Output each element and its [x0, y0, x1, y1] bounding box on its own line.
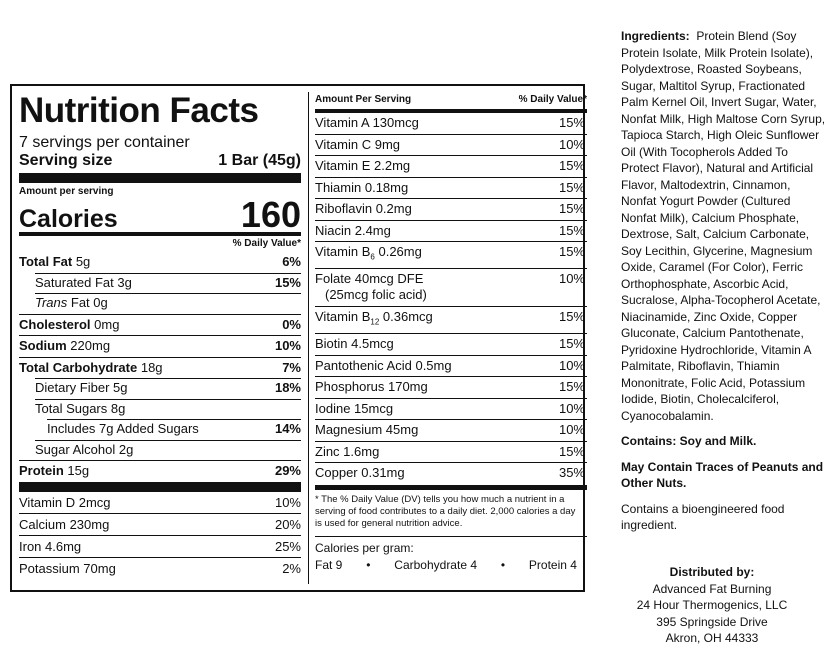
label-right-column	[315, 94, 587, 572]
vitamin-name: Niacin 2.4mg	[315, 222, 391, 238]
vitamin-pct: 15%	[558, 443, 585, 459]
bioengineered-statement: Contains a bioengineered food ingredient.	[621, 501, 785, 532]
vitamin-name-line2: (25mcg folic acid)	[325, 287, 427, 303]
vitamin-row	[315, 241, 587, 268]
nutrient-amount: 2g	[118, 441, 134, 457]
vitamin-name: Iron 4.6mg	[19, 538, 82, 554]
footnote-rule	[315, 536, 587, 537]
serving-size-value: 1 Bar (45g)	[218, 152, 301, 169]
vitamin-row	[315, 441, 587, 463]
vitamin-subscript: 12	[370, 317, 380, 327]
vitamin-name	[315, 307, 433, 333]
nutrient-name: Trans	[35, 295, 68, 310]
column-divider	[308, 92, 309, 584]
vitamin-name: Magnesium 45mg	[315, 422, 419, 438]
nutrient-amount: 5g	[113, 380, 128, 395]
vitamin-row	[315, 306, 587, 333]
vitamin-row	[315, 398, 587, 420]
distributor-line: Akron, OH 44333	[665, 631, 759, 645]
nutrient-amount: Fat 0g	[70, 295, 108, 310]
vitamin-name: Vitamin C 9mg	[315, 136, 401, 152]
vitamin-name: Iodine 15mcg	[315, 400, 394, 416]
nutrient-amount: 8g	[110, 400, 126, 416]
nutrient-amount: 220mg	[70, 338, 111, 353]
vitamin-name	[315, 271, 427, 303]
vitamin-name: Vitamin A 130mcg	[315, 115, 419, 130]
cpg-bullet: •	[500, 557, 506, 572]
nutrient-row-sodium	[19, 335, 301, 357]
distributor-line: 24 Hour Thermogenics, LLC	[636, 598, 788, 612]
thick-rule	[315, 485, 587, 490]
vitamin-pct: 2%	[282, 560, 301, 576]
vitamin-pct: 15%	[558, 222, 585, 238]
calories-value: 160	[240, 194, 301, 235]
vitamin-pct: 10%	[558, 400, 585, 416]
allergen-may-contain: May Contain Traces of Peanuts and Other Nuts.	[621, 459, 824, 490]
vitamin-row	[315, 419, 587, 441]
vitamin-pct: 15%	[558, 201, 585, 216]
vitamin-row	[315, 220, 587, 242]
distributor-heading: Distributed by:	[669, 565, 755, 579]
ingredients-paragraph	[621, 28, 829, 424]
vitamin-row	[315, 376, 587, 398]
nutrient-row-total-fat	[19, 252, 301, 273]
vitamin-name-base: Vitamin B	[315, 309, 371, 325]
vitamin-name: Calcium 230mg	[19, 516, 110, 532]
vitamin-pct: 10%	[558, 271, 585, 287]
servings-per-container: 7 servings per container	[19, 134, 190, 151]
vitamin-amount: 0.26mg	[374, 244, 422, 259]
nutrient-name: Sodium	[19, 338, 67, 353]
right-vitamins-list	[315, 113, 587, 484]
vitamin-pct: 15%	[558, 244, 585, 259]
vitamin-pct: 15%	[558, 115, 585, 130]
cpg-protein: Protein 4	[528, 557, 577, 572]
vitamin-name: Thiamin 0.18mg	[315, 179, 409, 195]
vitamin-name: Biotin 4.5mcg	[315, 336, 394, 352]
vitamin-pct: 15%	[558, 379, 585, 395]
allergen-contains: Contains: Soy and Milk.	[621, 434, 757, 448]
nutrient-name: Dietary Fiber	[35, 380, 110, 395]
vitamin-name: Vitamin E 2.2mg	[315, 158, 411, 173]
nutrient-amount: 0mg	[94, 316, 120, 332]
nutrient-pct: 14%	[274, 421, 301, 436]
nutrient-row-total-carbohydrate	[19, 357, 301, 379]
amount-per-serving: Amount per serving	[19, 186, 114, 197]
vitamin-name-base: Vitamin B	[315, 244, 371, 259]
nutrient-amount: 3g	[117, 274, 132, 290]
nutrient-row-sugar-alcohol	[19, 440, 301, 461]
nutrient-name: Protein	[19, 463, 64, 478]
vitamin-row	[315, 198, 587, 220]
nutrient-name: Includes 7g Added Sugars	[47, 421, 199, 436]
vitamin-pct: 15%	[558, 336, 585, 352]
label-title: Nutrition Facts	[19, 91, 259, 130]
distributor-line: 395 Springside Drive	[656, 614, 768, 629]
nutrient-row-dietary-fiber	[19, 378, 301, 399]
nutrient-pct: 15%	[274, 274, 301, 290]
vitamin-row	[19, 492, 301, 513]
vitamin-pct: 15%	[558, 309, 585, 325]
distributor-block	[632, 564, 792, 647]
vitamin-row	[315, 177, 587, 199]
calories-row	[19, 194, 301, 235]
vitamin-pct: 10%	[558, 136, 585, 152]
vitamin-row	[315, 134, 587, 156]
vitamin-subscript: 6	[370, 252, 375, 262]
nutrient-pct: 29%	[274, 463, 301, 478]
vitamin-name: Riboflavin 0.2mg	[315, 201, 412, 216]
nutrient-pct: 10%	[274, 338, 301, 353]
vitamin-row	[19, 535, 301, 557]
right-header-dv: % Daily Value*	[518, 94, 587, 105]
daily-value-footnote: * The % Daily Value (DV) tells you how much a nutrient in a serving of food contributes to a daily diet. 2,000 calories a day is used for general nutrition advice.	[315, 493, 576, 529]
calories-label: Calories	[19, 205, 118, 233]
ingredients-heading: Ingredients:	[621, 29, 690, 43]
vitamin-name: Vitamin D 2mcg	[19, 494, 111, 510]
distributor-line: Advanced Fat Burning	[652, 581, 772, 596]
serving-size-label: Serving size	[19, 152, 113, 169]
thick-rule	[19, 173, 301, 183]
nutrient-row-trans-fat	[19, 293, 301, 314]
nutrient-pct: 7%	[282, 359, 301, 375]
cpg-carbohydrate: Carbohydrate 4	[394, 557, 477, 572]
nutrient-amount: 18g	[140, 359, 163, 375]
vitamin-pct: 35%	[558, 465, 585, 481]
calories-per-gram-label: Calories per gram:	[315, 540, 414, 555]
nutrient-pct: 0%	[282, 316, 301, 332]
vitamin-name	[315, 242, 422, 268]
vitamin-pct: 10%	[274, 494, 301, 510]
nutrient-name: Total Fat	[19, 254, 73, 269]
vitamin-pct: 15%	[558, 158, 585, 173]
ingredients-text: Protein Blend (Soy Protein Isolate, Milk Protein Isolate), Polydextrose, Roasted Soybeans, Sugar, Maltitol Syrup, Fractionated Palm Kernel Oil, Invert Sugar, Water, Nonfat Milk, High Maltose Corn Syrup, Tapioca Starch, High Oleic Sunflower Oil (With Tocopherols Added To Protect Flavor), Natural and Artificial Flavor, Maltodextrin, Cinnamon, Nonfat Yogurt Powder (Cultured Nonfat Milk), Calcium Phosphate, Dextrose, Salt, Calcium Carbonate, Soy Lecithin, Glycerine, Magnesium Oxide, Caramel (For Color), Ferric Orthophosphate, Ascorbic Acid, Sucralose, Alpha-Tocopherol Acetate, Niacinamide, Zinc Oxide, Copper Gluconate, Calcium Pantothenate, Pyridoxine Hydrochloride, Vitamin A Palmitate, Riboflavin, Thiamin Mononitrate, Folic Acid, Potassium Iodide, Biotin, Cholecalciferol, Cyanocobalamin.	[621, 29, 826, 423]
vitamin-row	[315, 333, 587, 355]
vitamin-name: Pantothenic Acid 0.5mg	[315, 357, 452, 373]
vitamin-row	[315, 355, 587, 377]
nutrient-row-added-sugars	[19, 419, 301, 440]
vitamin-amount: 0.36mcg	[379, 309, 433, 325]
nutrient-row-saturated-fat	[19, 273, 301, 294]
vitamin-pct: 10%	[558, 422, 585, 438]
nutrition-facts-label	[10, 84, 585, 592]
thick-rule	[19, 482, 301, 492]
vitamin-pct: 20%	[274, 516, 301, 532]
vitamin-name: Phosphorus 170mg	[315, 379, 428, 395]
nutrient-name: Saturated Fat	[35, 274, 114, 290]
nutrient-name: Total Carbohydrate	[19, 359, 138, 375]
nutrient-amount: 5g	[75, 254, 91, 269]
vitamin-pct: 10%	[558, 357, 585, 373]
daily-value-header: % Daily Value*	[19, 232, 301, 252]
right-header-amount: Amount Per Serving	[315, 94, 412, 105]
right-header	[315, 94, 587, 113]
vitamin-row	[19, 557, 301, 579]
cpg-bullet: •	[366, 557, 371, 572]
vitamin-name-line1: Folate 40mcg DFE	[315, 271, 424, 287]
vitamin-name: Copper 0.31mg	[315, 465, 405, 481]
nutrient-name: Cholesterol	[19, 316, 91, 332]
nutrient-name: Sugar Alcohol	[35, 441, 116, 457]
nutrient-pct: 6%	[282, 254, 301, 269]
cpg-fat: Fat 9	[315, 557, 343, 572]
nutrient-pct: 18%	[274, 380, 301, 395]
vitamin-row	[315, 462, 587, 484]
vitamin-name: Potassium 70mg	[19, 560, 116, 576]
nutrient-row-protein	[19, 460, 301, 482]
calories-per-gram-row	[315, 558, 587, 572]
vitamin-row	[315, 155, 587, 177]
ingredients-block	[621, 28, 829, 534]
vitamin-pct: 25%	[274, 538, 301, 554]
vitamin-row	[315, 268, 587, 306]
nutrient-name: Total Sugars	[35, 400, 108, 416]
label-left-column	[19, 92, 301, 579]
vitamin-row	[315, 113, 587, 134]
serving-size-row	[19, 152, 301, 170]
nutrient-row-cholesterol	[19, 314, 301, 336]
left-vitamins-list	[19, 492, 301, 579]
vitamin-row	[19, 513, 301, 535]
vitamin-name: Zinc 1.6mg	[315, 443, 380, 459]
vitamin-pct: 15%	[558, 179, 585, 195]
nutrient-amount: 15g	[67, 463, 90, 478]
nutrient-row-total-sugars	[19, 399, 301, 420]
